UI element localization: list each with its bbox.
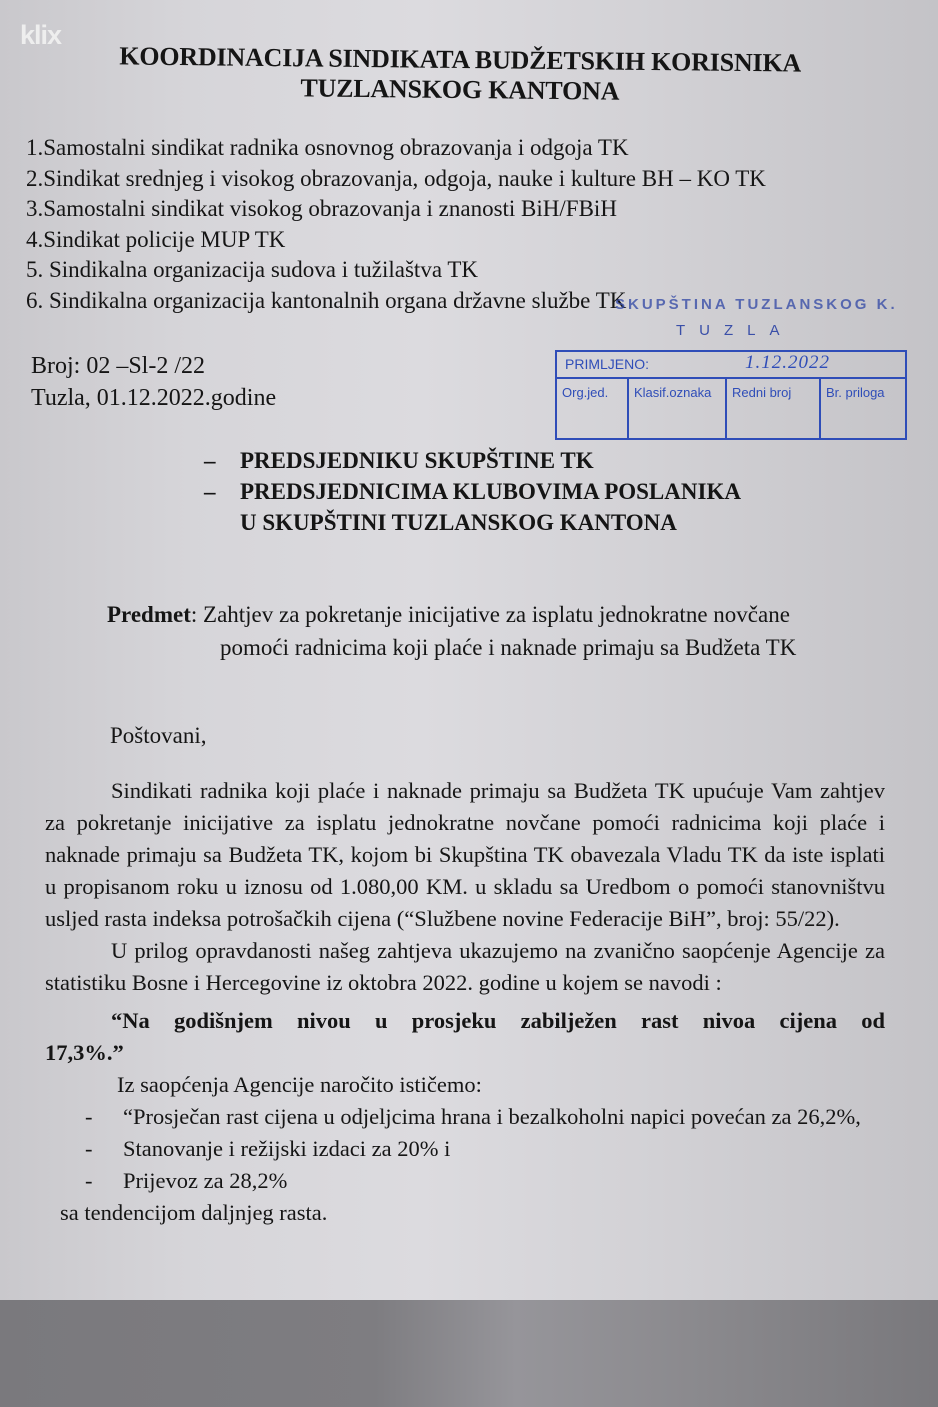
bullet-dash: - — [85, 1104, 93, 1129]
member-unions-list — [26, 133, 766, 316]
list-item-text: Stanovanje i režijski izdaci za 20% i — [123, 1136, 451, 1161]
bullet-dash: - — [85, 1136, 93, 1161]
page-shadow — [0, 1300, 938, 1407]
member-item: 1.Samostalni sindikat radnika osnovnog obrazovanja i odgoja TK — [26, 135, 629, 160]
organization-title — [90, 41, 831, 109]
recipients — [204, 445, 741, 538]
quote-statistics: “Na godišnjem nivou u prosjeku zabilježen rast nivoa cijena od 17,3%.” — [45, 1008, 885, 1065]
recipient-text: PREDSJEDNIKU SKUPŠTINE TK — [240, 448, 594, 473]
stamp-city: TUZLA — [676, 322, 794, 339]
reference-block — [31, 350, 276, 414]
list-item-text: Prijevoz za 28,2% — [123, 1168, 288, 1193]
paragraph-intro: Iz saopćenja Agencije naročito ističemo: — [117, 1072, 482, 1097]
org-title-line2: TUZLANSKOG KANTONA — [300, 73, 620, 106]
subject-line1: : Zahtjev za pokretanje inicijative za isplatu jednokratne novčane — [190, 602, 790, 627]
subject-line2: pomoći radnicima koji plaće i naknade primaju sa Budžeta TK — [220, 635, 797, 660]
list-item-text: “Prosječan rast cijena u odjeljcima hrana i bezalkoholni napici povećan za 26,2%, — [123, 1104, 861, 1129]
subject-label: Predmet — [107, 602, 191, 627]
stamp-col-org: Org.jed. — [557, 379, 629, 440]
stamp-received-row — [557, 352, 905, 379]
recipient-text: U SKUPŠTINI TUZLANSKOG KANTONA — [240, 510, 677, 535]
recipient-text: PREDSJEDNICIMA KLUBOVIMA POSLANIKA — [240, 479, 741, 504]
greeting: Poštovani, — [110, 723, 207, 748]
bullet-dash: - — [85, 1168, 93, 1193]
dash: – — [204, 448, 216, 473]
price-increase-list — [45, 1101, 885, 1197]
org-title-line1: KOORDINACIJA SINDIKATA BUDŽETSKIH KORISNIKA — [119, 41, 802, 78]
stamp-grid — [557, 379, 905, 440]
closing-line: sa tendencijom daljnjeg rasta. — [60, 1200, 328, 1225]
stamp-col-redni: Redni broj — [727, 379, 821, 440]
member-item: 2.Sindikat srednjeg i visokog obrazovanja, odgoja, nauke i kulture BH – KO TK — [26, 165, 766, 191]
reference-number: Broj: 02 –Sl-2 /22 — [31, 353, 206, 379]
member-item: 5. Sindikalna organizacija sudova i tužilaštva TK — [26, 257, 479, 282]
recipient-item — [204, 445, 741, 476]
recipient-item — [204, 507, 741, 538]
list-item — [85, 1133, 885, 1165]
list-item — [85, 1101, 885, 1133]
paragraph-justification: U prilog opravdanosti našeg zahtjeva ukazujemo na zvanično saopćenje Agencije za statistiku Bosne i Hercegovine iz oktobra 2022. godine u kojem se navodi : — [45, 938, 885, 995]
recipient-item — [204, 476, 741, 507]
received-stamp — [555, 350, 907, 440]
member-item: 6. Sindikalna organizacija kantonalnih organa državne službe TK — [26, 287, 627, 313]
stamp-received-date: 1.12.2022 — [745, 352, 830, 373]
letter-body — [45, 775, 885, 1229]
dash — [204, 507, 240, 538]
member-item: 3.Samostalni sindikat visokog obrazovanja i znanosti BiH/FBiH — [26, 196, 617, 221]
list-item — [85, 1165, 885, 1197]
stamp-col-prilog: Br. priloga — [826, 385, 885, 400]
place-date: Tuzla, 01.12.2022.godine — [31, 385, 277, 411]
member-item: 4.Sindikat policije MUP TK — [26, 226, 286, 252]
stamp-received-label: PRIMLJENO: — [565, 356, 650, 372]
stamp-institution: SKUPŠTINA TUZLANSKOG K. — [615, 296, 898, 313]
klix-logo: klix — [20, 20, 62, 50]
subject — [107, 598, 796, 664]
paragraph-request: Sindikati radnika koji plaće i naknade primaju sa Budžeta TK upućuje Vam zahtjev za pokretanje inicijative za isplatu jednokratne novčane pomoći radnicima koji plaće i naknade primaju sa Budžeta TK, kojom bi Skupština TK obavezala Vladu TK da iste isplati u propisanom roku u iznosu od 1.080,00 KM. u skladu sa Uredbom o pomoći stanovništvu usljed rasta indeksa potrošačkih cijena (“Službene novine Federacije BiH”, broj: 55/22). — [45, 778, 885, 931]
stamp-col-klasif: Klasif.oznaka — [629, 379, 727, 440]
dash: – — [204, 479, 216, 504]
